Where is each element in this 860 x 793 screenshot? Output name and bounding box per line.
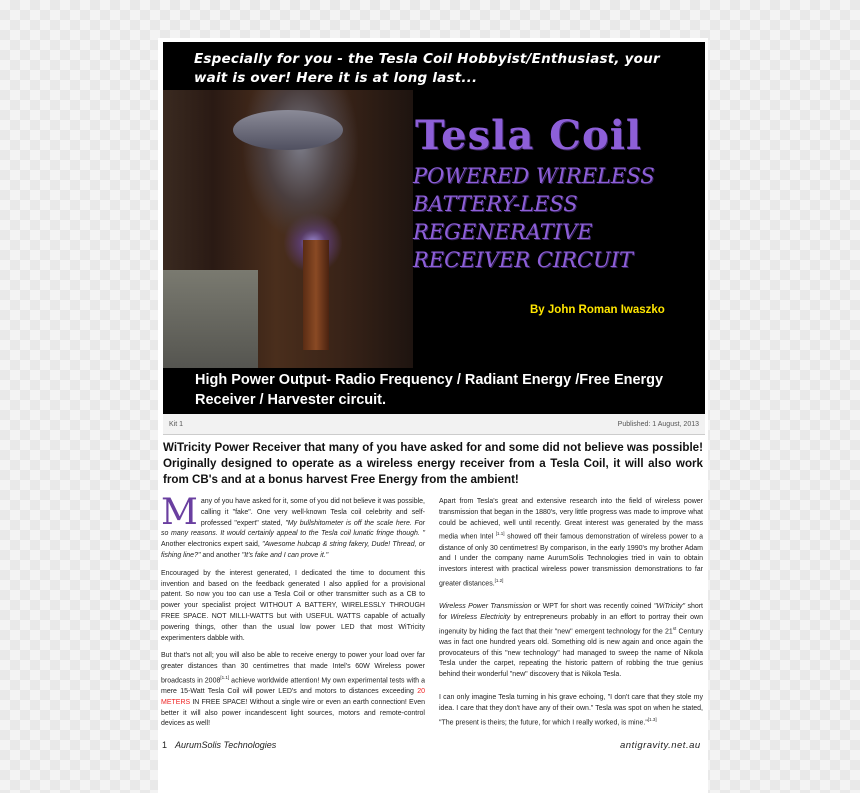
right-column (439, 497, 703, 736)
saucer-image (233, 110, 343, 150)
paragraph: Wireless Power Transmission or WPT for short was recently coined "WiTricity" short for Wireless Electricity by entrepreneurs probably in an effort to portray their own ingenuity by hiding the fact that their "new" emergent technology for the 21st Century was in fact one hundred years old. Something old is new again and once again the provocateurs of this "new technology" had managed to sweep the name of Nikola Tesla under the carpet, repeating the historic pattern of robbing the true genius behind their wonderful "new" discovery that is Nikola Tesla. (439, 603, 704, 679)
tesla-coil-photo (163, 90, 413, 368)
company-name: AurumSolis Technologies (175, 740, 277, 750)
subtitle-line: POWERED WIRELESS (413, 164, 655, 188)
subtitle-line: BATTERY-LESS (413, 192, 578, 216)
banner-intro: Especially for you - the Tesla Coil Hobbyist/Enthusiast, your wait is over! Here it is at long last... (194, 51, 660, 86)
footer-left (162, 740, 276, 750)
subtitle-line: REGENERATIVE (413, 220, 593, 244)
left-column (161, 492, 426, 737)
footer-site: antigravity.net.au (620, 740, 701, 751)
highlight-text: 20 METERS (161, 688, 425, 706)
paragraph: Many of you have asked for it, some of you did not believe it was possible, calling it "fake". One very well-known Tesla coil celebrity and self-professed "expert" stated, "My bullshitometer is off the scale here. For so many reasons. It would certainly appeal to the Tesla coil lunatic fringe though. " Another electronics expert said, "Awesome hubcap & string fakery, Dude! Thread, or fishing line?" and another "It's fake and I can prove it." (161, 492, 426, 559)
cover-banner (163, 42, 705, 414)
meta-bar (163, 414, 705, 435)
paragraph: I can only imagine Tesla turning in his grave echoing, "I don't care that they stole my idea. I care that they don't have any of their own." Tesla was spot on when he stated, "The present is theirs; the future, for which I really worked, is mine."[1.3] (439, 693, 703, 726)
drop-cap: M (161, 492, 198, 533)
subtitle-line: RECEIVER CIRCUIT (413, 248, 634, 272)
page-number: 1 (162, 740, 168, 750)
paragraph: But that's not all; you will also be able to receive energy to power your load over far greater distances than 30 centimetres that made Intel's 60W Wireless power broadcasts in 2008[1.1] achieve worldwide attention! My own experimental tests with a mere 15-Watt Tesla Coil will power LED's and motors to distances exceeding 20 METERS IN FREE SPACE! Without a single wire or even an earth connection! Even better it will also power incandescent light sources, motors and remote-control devices as well! (161, 652, 425, 728)
kit-label: Kit 1 (169, 420, 184, 428)
coil-image (303, 240, 329, 350)
banner-bottom-text: High Power Output- Radio Frequency / Radiant Energy /Free Energy Receiver / Harvester circuit. (195, 372, 664, 408)
headline: WiTricity Power Receiver that many of you have asked for and some did not believe was possible! Originally designed to operate as a wireless energy receiver from a Tesla Coil, it will also work from CB's and at a bonus harvest Free Energy from the ambient! (163, 441, 703, 486)
byline: By John Roman Iwaszko (530, 304, 665, 316)
published-date: Published: 1 August, 2013 (617, 420, 699, 428)
paragraph: Encouraged by the interest generated, I dedicated the time to document this invention and based on the feedback generated I also applied for a provisional patent. So now you too can use a Tesla Coil or other transmitter such as a CB to power your specialist project WITHOUT A BATTERY, WIRELESSLY THROUGH FREE SPACE. NOT MILLI-WATTS but with USEFUL WATTS capable of actually powering things, other than the usual low power LED that most WiTricity experimenters dabble with. (161, 569, 425, 642)
banner-title: Tesla Coil (415, 112, 643, 159)
cabinet-image (163, 270, 258, 368)
paragraph: Apart from Tesla's great and extensive research into the field of wireless power transmission that began in the 1880's, very little progress was made to improve what could be achieved, well until recently. Great interest was generated by the mass media when Intel [1.1] showed off their famous demonstration of wireless power to a distance of only 30 centimetres! By comparison, in the early 1990's my brother Adam and I under the company name AurumSolis Technologies tried in vain to obtain investors interest with practical wireless power transmission demonstrations to far greater distances.[1.2] (439, 498, 703, 588)
banner-subtitle (413, 162, 703, 274)
